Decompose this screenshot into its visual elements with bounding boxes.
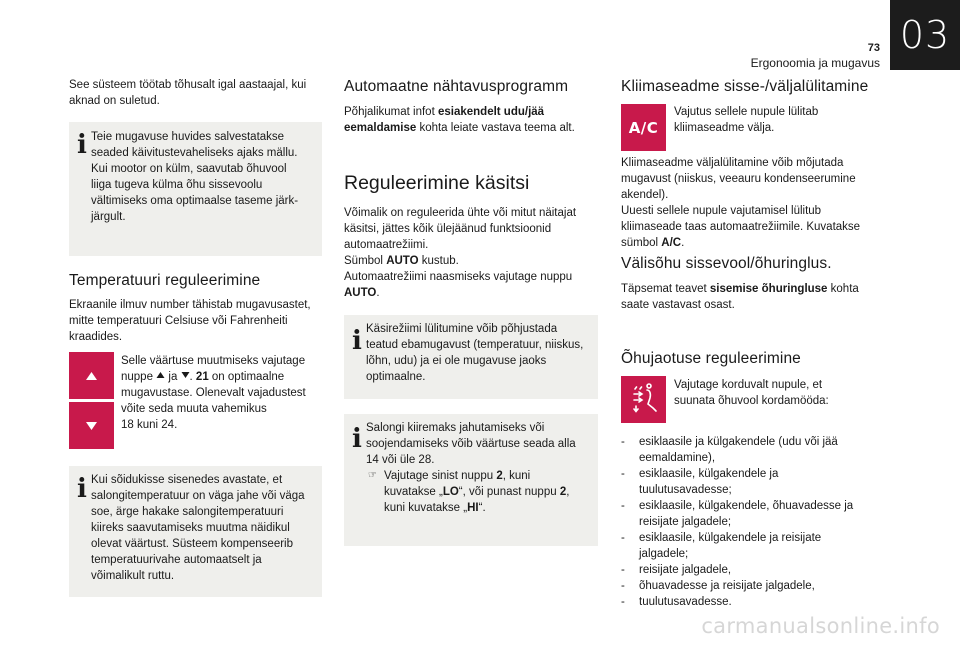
page-number: 73 <box>867 42 880 54</box>
small-triangle-up-icon <box>156 371 165 379</box>
info-note-temperature <box>69 466 322 597</box>
temperature-up-button[interactable] <box>69 352 114 399</box>
note-line: võimalikult ruttu. <box>91 570 175 582</box>
note-line: järgult. <box>91 211 126 223</box>
list-item: - õhuavadesse ja reisijate jalgadele, <box>621 578 891 594</box>
auto-visibility-text: Põhjalikumat infot esiakendelt udu/jää eemaldamise kohta leiate vastava teema alt. <box>344 106 575 134</box>
note-line: olevat väärtust. Süsteem kompenseerib <box>91 538 293 550</box>
temperature-down-button[interactable] <box>69 402 114 449</box>
note-line: salongitemperatuur on väga jahe või väga <box>91 490 305 502</box>
recirculation-heading: Välisõhu sissevool/õhuringlus. <box>621 255 832 272</box>
info-icon: i <box>77 130 87 160</box>
info-icon: i <box>77 474 87 504</box>
note-line: lõhn, udu) ja ei ole mugavuse jaoks <box>366 355 547 367</box>
list-item: - esiklaasile, külgakendele ja tuulutusavadesse; <box>621 466 891 498</box>
triangle-down-icon <box>69 402 114 449</box>
small-triangle-down-icon <box>181 371 190 379</box>
watermark: carmanualsonline.info <box>701 614 940 638</box>
note-line: Teie mugavuse huvides salvestatakse <box>91 131 285 143</box>
note-line: teatud ebamugavust (temperatuur, niiskus, <box>366 339 584 351</box>
manual-adjustment-text: Võimalik on reguleerida ühte või mitut näitajat käsitsi, jättes kõik ülejäänud funktsioonid automaatrežiimi. Sümbol AUTO kustub. Automaatrežiimi naasmiseks vajutage nuppu AUTO. <box>344 207 577 299</box>
ac-on-off-heading: Kliimaseadme sisse-/väljalülitamine <box>621 78 869 95</box>
note-line: kiireks saavutamiseks muutma näidikul <box>91 522 290 534</box>
air-distribution-button-text: Vajutage korduvalt nupule, et suunata õhuvool kordamööda: <box>674 379 829 407</box>
list-item: - esiklaasile, külgakendele ja reisijate jalgadele; <box>621 530 891 562</box>
list-item: - tuulutusavadesse. <box>621 594 891 610</box>
ac-button-label: A/C <box>628 119 659 137</box>
info-note-manual <box>344 315 598 399</box>
air-distribution-list <box>621 434 891 610</box>
air-distribution-heading: Õhujaotuse reguleerimine <box>621 350 801 367</box>
note-line: seaded käivitustevaheliseks ajaks mällu. <box>91 147 298 159</box>
ac-button[interactable] <box>621 104 666 151</box>
air-distribution-button[interactable] <box>621 376 666 423</box>
list-item: - esiklaasile, külgakendele, õhuavadesse ja reisijate jalgadele; <box>621 498 891 530</box>
hand-pointer-icon: ☞ <box>368 470 377 481</box>
recirculation-text: Täpsemat teavet sisemise õhuringluse kohta saate vastavast osast. <box>621 283 859 311</box>
list-item: - esiklaasile ja külgakendele (udu või jää eemaldamine), <box>621 434 891 466</box>
note-line: Kui mootor on külm, saavutab õhuvool <box>91 163 287 175</box>
manual-adjustment-heading: Reguleerimine käsitsi <box>344 172 530 194</box>
ac-button-text: Vajutus sellele nupule lülitab kliimaseadme välja. <box>674 106 819 134</box>
note-line: Kui sõidukisse sisenedes avastate, et <box>91 474 283 486</box>
temperature-button-text: Selle väärtuse muutmiseks vajutage nuppe ja . 21 on optimaalne mugavustase. Olenevalt vajadustest võite seda muuta vahemikus 18 kuni 24. <box>121 355 306 431</box>
ac-text: Kliimaseadme väljalülitamine võib mõjutada mugavust (niiskus, veeauru kondenseerumine akendel). Uuesti sellele nupule vajutamisel lülitub kliimaseade taas automaatrežiimile. Kuvatakse sümbol A/C. <box>621 157 861 249</box>
list-item: - reisijate jalgadele, <box>621 562 891 578</box>
auto-visibility-heading: Automaatne nähtavusprogramm <box>344 78 569 95</box>
note-line: liiga tugeva külma õhu sissevoolu <box>91 179 263 191</box>
info-icon: i <box>352 326 362 356</box>
note-line: soe, ärge hakake salongitemperatuuri <box>91 506 284 518</box>
note-line: vältimiseks oma optimaalse taseme järk- <box>91 195 299 207</box>
note-line: temperatuurivahe automaatselt ja <box>91 554 262 566</box>
temperature-text: Ekraanile ilmuv number tähistab mugavusastet, mitte temperatuuri Celsiuse või Fahrenheiti kraadides. <box>69 299 311 343</box>
triangle-up-icon <box>69 352 114 399</box>
chapter-title: Ergonoomia ja mugavus <box>750 56 880 70</box>
info-icon: i <box>352 424 362 454</box>
note-line: Käsirežiimi lülitumine võib põhjustada <box>366 323 558 335</box>
temperature-heading: Temperatuuri reguleerimine <box>69 272 261 289</box>
chapter-number-tab: 03 <box>890 0 960 70</box>
air-distribution-icon <box>621 376 666 423</box>
info-note-memory <box>69 122 322 256</box>
intro-text: See süsteem töötab tõhusalt igal aastaajal, kui aknad on suletud. <box>69 79 307 107</box>
note-line: optimaalne. <box>366 371 426 383</box>
info-note-lo-hi: i Salongi kiiremaks jahutamiseks või soojendamiseks võib väärtuse seada alla 14 või üle 28. ☞ Vajutage sinist nuppu 2, kuni kuvatakse „LO“, või punast nuppu 2, kuni kuvatakse „HI“. <box>344 414 598 546</box>
